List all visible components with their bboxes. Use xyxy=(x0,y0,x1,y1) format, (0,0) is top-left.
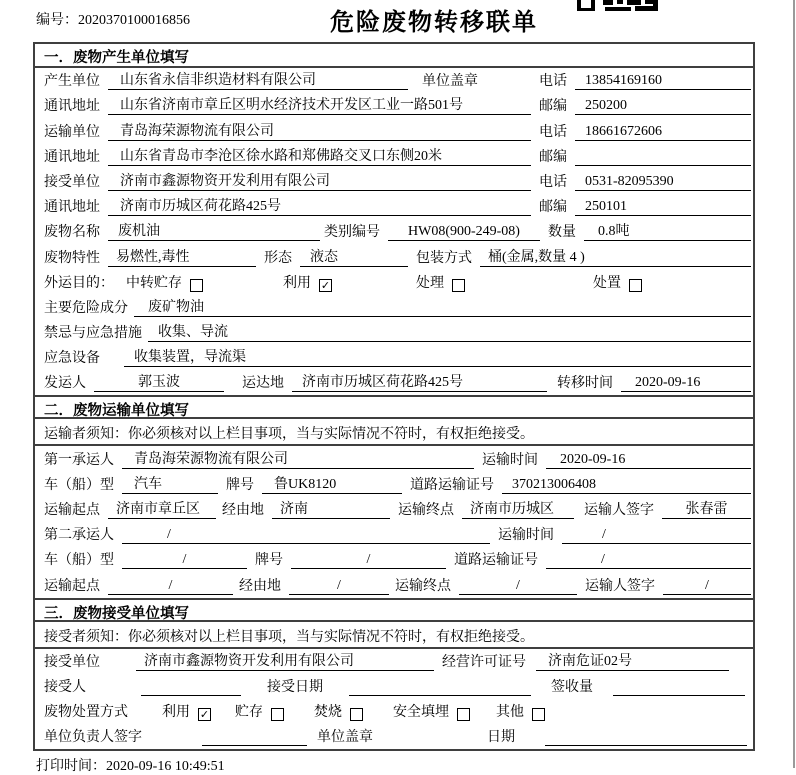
field-label: 经营许可证号 xyxy=(442,654,526,670)
field-value: 废矿物油 xyxy=(134,299,751,317)
form-row-emergency-equipment xyxy=(35,345,753,370)
field-value: 济南 xyxy=(272,501,390,519)
field-value: 桶(金属,数量 4 ) xyxy=(480,249,751,267)
form-row-second-carrier xyxy=(35,522,753,547)
field-label: 焚烧 xyxy=(314,705,342,721)
transfer-storage-checkbox xyxy=(190,279,203,292)
field-label: 第二承运人 xyxy=(44,528,114,544)
field-value: / xyxy=(546,551,751,569)
field-value: 汽车 xyxy=(122,476,218,494)
field-label: 接受单位 xyxy=(44,654,100,670)
field-value: 0.8吨 xyxy=(584,223,751,241)
field-label: 中转贮存 xyxy=(126,275,182,291)
field-label: 产生单位 xyxy=(44,74,100,90)
field-value: HW08(900-249-08) xyxy=(388,223,540,241)
incinerate-checkbox xyxy=(350,708,363,721)
utilize-checkbox: ✓ xyxy=(199,708,210,722)
field-value: 济南市历城区荷花路425号 xyxy=(108,198,531,216)
field-value: / xyxy=(122,526,490,544)
field-value: 0531-82095390 xyxy=(575,173,751,191)
field-value: 鲁UK8120 xyxy=(262,476,402,494)
transfer-form xyxy=(33,42,755,751)
print-time-label: 打印时间： xyxy=(36,759,106,775)
field-label: 道路运输证号 xyxy=(410,477,494,493)
section3-title: 三．废物接受单位填写 xyxy=(35,598,753,622)
field-label: 处理 xyxy=(416,275,444,291)
form-row-hazard-component xyxy=(35,295,753,320)
field-value: 易燃性,毒性 xyxy=(108,249,256,267)
field-label: 经由地 xyxy=(239,578,281,594)
serial-value: 2020370100016856 xyxy=(78,13,190,28)
field-label: 接受人 xyxy=(44,679,86,695)
field-label: 运输终点 xyxy=(398,503,454,518)
field-value: 山东省青岛市李沧区徐水路和郑佛路交叉口东侧20米 xyxy=(108,148,531,166)
field-label: 经由地 xyxy=(222,503,264,518)
field-value: / xyxy=(108,577,233,595)
field-value: 13854169160 xyxy=(575,72,751,90)
form-row-transporter xyxy=(35,118,753,143)
field-value: 济南市鑫源物资开发利用有限公司 xyxy=(136,653,434,671)
field-value: / xyxy=(122,551,247,569)
field-value xyxy=(575,148,751,166)
serial-number xyxy=(36,9,190,29)
field-label: 安全填埋 xyxy=(393,705,449,721)
field-label: 车（船）型 xyxy=(44,553,114,569)
form-row-receiver xyxy=(35,169,753,194)
field-value: 郭玉波 xyxy=(94,374,224,392)
field-label: 运输终点 xyxy=(395,578,451,594)
field-label: 应急设备 xyxy=(44,351,100,367)
form-row-waste-name xyxy=(35,219,753,244)
field-value: 2020-09-16 xyxy=(621,374,751,392)
page-header xyxy=(0,0,796,42)
form-row-accept-person xyxy=(35,674,753,699)
field-label: 运输起点 xyxy=(44,503,100,518)
field-label: 牌号 xyxy=(226,477,254,493)
field-value xyxy=(613,678,745,696)
field-label: 运输人签字 xyxy=(584,503,654,518)
form-row-transporter-address xyxy=(35,144,753,169)
print-time-value: 2020-09-16 10:49:51 xyxy=(106,759,225,775)
field-value: 青岛海荣源物流有限公司 xyxy=(122,451,474,469)
field-value: 山东省永信非织造材料有限公司 xyxy=(108,72,408,90)
field-label: 单位盖章 xyxy=(422,74,478,90)
field-label: 邮编 xyxy=(539,200,567,216)
field-label: 废物特性 xyxy=(44,250,100,266)
field-label: 牌号 xyxy=(255,553,283,569)
field-label: 运达地 xyxy=(242,376,284,392)
field-label: 转移时间 xyxy=(557,376,613,392)
field-label: 主要危险成分 xyxy=(44,300,128,316)
landfill-checkbox xyxy=(457,708,470,721)
field-label: 发运人 xyxy=(44,376,86,392)
field-label: 数量 xyxy=(548,225,576,241)
form-row-vehicle1 xyxy=(35,472,753,497)
field-value: 济南市历城区 xyxy=(462,501,574,519)
field-label: 运输起点 xyxy=(44,578,100,594)
field-value: / xyxy=(459,577,577,595)
utilize-checkbox: ✓ xyxy=(320,278,331,292)
field-value: / xyxy=(289,577,389,595)
field-value: 250200 xyxy=(575,97,751,115)
field-label: 形态 xyxy=(264,250,292,266)
form-row-shipper xyxy=(35,370,753,395)
field-label: 废物处置方式 xyxy=(44,705,128,721)
field-value: 山东省济南市章丘区明水经济技术开发区工业一路501号 xyxy=(108,97,531,115)
field-value: / xyxy=(562,526,751,544)
field-label: 接受日期 xyxy=(267,679,323,695)
field-label: 包装方式 xyxy=(416,250,472,266)
form-row-responsible-signature xyxy=(35,724,753,749)
field-value: 250101 xyxy=(575,198,751,216)
field-value: 收集、导流 xyxy=(148,324,751,342)
other-checkbox xyxy=(532,708,545,721)
field-value xyxy=(141,678,241,696)
qr-code-icon xyxy=(575,0,660,17)
dispose-checkbox xyxy=(629,279,642,292)
field-label: 电话 xyxy=(539,124,567,140)
field-label: 禁忌与应急措施 xyxy=(44,326,142,342)
field-label: 道路运输证号 xyxy=(454,553,538,569)
form-row-route1 xyxy=(35,497,753,522)
section2-title: 二．废物运输单位填写 xyxy=(35,395,753,419)
field-value: 370213006408 xyxy=(502,476,751,494)
field-label: 贮存 xyxy=(235,705,263,721)
field-label: 接受单位 xyxy=(44,174,100,190)
field-value: 济南危证02号 xyxy=(536,653,729,671)
form-row-emergency-measures xyxy=(35,320,753,345)
field-label: 废物名称 xyxy=(44,225,100,241)
form-row-first-carrier xyxy=(35,446,753,471)
field-label: 通讯地址 xyxy=(44,99,100,115)
field-label: 通讯地址 xyxy=(44,149,100,165)
page-title: 危险废物转移联单 xyxy=(330,10,538,36)
field-value: 废机油 xyxy=(108,223,320,241)
field-label: 运输时间 xyxy=(482,452,538,468)
form-row-receiver-address xyxy=(35,194,753,219)
store-checkbox xyxy=(271,708,284,721)
field-label: 邮编 xyxy=(539,99,567,115)
field-value: 18661672606 xyxy=(575,123,751,141)
section2-note: 运输者须知：你必须核对以上栏目事项，当与实际情况不符时，有权拒绝接受。 xyxy=(35,419,753,446)
field-label: 电话 xyxy=(539,74,567,90)
form-row-vehicle2 xyxy=(35,547,753,572)
field-value: 张春雷 xyxy=(662,501,751,519)
field-label: 第一承运人 xyxy=(44,452,114,468)
field-value: 济南市历城区荷花路425号 xyxy=(292,374,547,392)
field-label: 利用 xyxy=(283,275,311,291)
field-label: 日期 xyxy=(487,730,515,746)
form-row-producer-address xyxy=(35,93,753,118)
field-label: 邮编 xyxy=(539,149,567,165)
field-value xyxy=(349,678,531,696)
field-label: 其他 xyxy=(496,705,524,721)
field-label: 处置 xyxy=(593,275,621,291)
form-row-disposal-method xyxy=(35,699,753,724)
field-value: 青岛海荣源物流有限公司 xyxy=(108,123,531,141)
print-time xyxy=(36,755,796,775)
serial-label: 编号： xyxy=(36,13,78,28)
form-row-outbound-purpose xyxy=(35,270,753,295)
field-value: 济南市章丘区 xyxy=(108,501,216,519)
field-label: 通讯地址 xyxy=(44,200,100,216)
field-label: 运输时间 xyxy=(498,528,554,544)
field-value: 收集装置，导流渠 xyxy=(124,349,751,367)
section3-note: 接受者须知：你必须核对以上栏目事项，当与实际情况不符时，有权拒绝接受。 xyxy=(35,622,753,649)
field-label: 签收量 xyxy=(551,679,593,695)
field-label: 车（船）型 xyxy=(44,477,114,493)
field-label: 运输单位 xyxy=(44,124,100,140)
field-label: 类别编号 xyxy=(324,225,380,241)
form-row-waste-property xyxy=(35,244,753,269)
field-label: 电话 xyxy=(539,174,567,190)
field-label: 外运目的： xyxy=(44,275,114,291)
field-value xyxy=(202,728,307,746)
form-row-accept-unit xyxy=(35,649,753,674)
field-value: 液态 xyxy=(300,249,408,267)
page-edge-divider xyxy=(793,0,795,768)
field-value: 济南市鑫源物资开发利用有限公司 xyxy=(108,173,531,191)
section1-title: 一．废物产生单位填写 xyxy=(35,44,753,68)
form-row-producer xyxy=(35,68,753,93)
field-label: 利用 xyxy=(162,705,190,721)
field-value: / xyxy=(291,551,446,569)
field-label: 单位盖章 xyxy=(317,730,373,746)
field-value: / xyxy=(663,577,751,595)
treat-checkbox xyxy=(452,279,465,292)
field-label: 单位负责人签字 xyxy=(44,730,142,746)
form-row-route2 xyxy=(35,572,753,597)
field-value xyxy=(545,728,747,746)
field-label: 运输人签字 xyxy=(585,578,655,594)
field-value: 2020-09-16 xyxy=(546,451,751,469)
